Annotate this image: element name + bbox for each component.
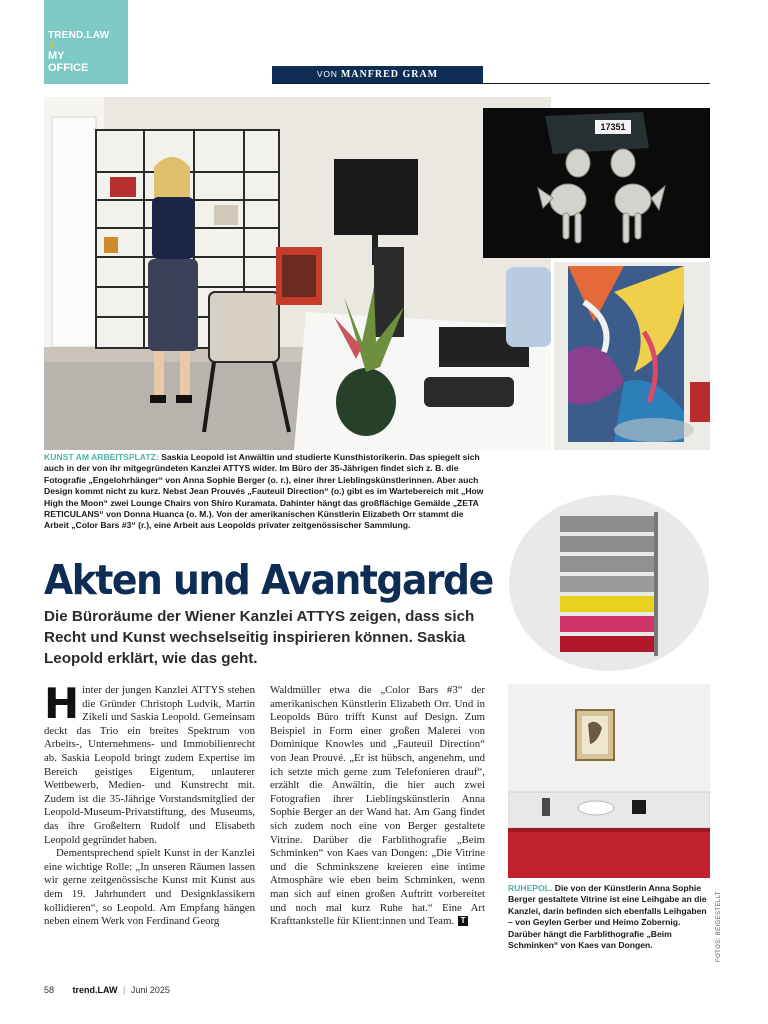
earrings-photo xyxy=(483,108,710,258)
body-paragraph-3 xyxy=(270,684,485,929)
photo-credit: FOTOS: BEIGESTELLT xyxy=(716,891,722,962)
page-number: 58 xyxy=(44,985,55,995)
footer-separator: | xyxy=(123,985,126,995)
color-bars-photo xyxy=(508,494,710,672)
author-rule xyxy=(272,83,710,84)
dropcap: H xyxy=(44,679,80,728)
photo-caption xyxy=(44,452,484,532)
body-paragraph-3-text: Waldmüller etwa die „Color Bars #3“ der amerikanischen Künstlerin Elizabeth Orr. Und in Leopolds Büro trifft Kunst auf Design. Zum Beispiel in Form einer großen Malerei von Dominique Knowles und „Fauteuil Direction“ von Jean Prouvé. „Er ist hübsch, angenehm, und ich setzte mich gerne zum Telefonieren drauf“, erzählt die Anwältin, die hier auch zwei Fotografien ihrer Lieblingskünstlerin Anna Sophie Berger an der Wand hat. Am Gang findet sich zudem noch eine von Berger gestaltete Vitrine. Darüber die Farblithografie „Beim Schminken“ von Kaes van Dongen: „Die Vitrine und die Schminkszene kreieren eine intime Atmosphäre wie eben beim Schminken, wenn man sich auf einen großen Auftritt vorbereitet und noch mal kurz Ruhe hat.“ Eine Art Krafttankstelle für Klient:innen und Team. xyxy=(270,684,485,928)
vitrine-caption-lead: RUHEPOL. xyxy=(508,883,553,893)
article-headline: Akten und Avantgarde xyxy=(44,556,493,604)
end-mark-icon: T xyxy=(458,916,468,926)
author-prefix: VON xyxy=(316,69,338,79)
body-paragraph-1 xyxy=(44,679,255,847)
body-column-2 xyxy=(270,684,485,929)
section-tag xyxy=(44,0,128,84)
caption-lead: KUNST AM ARBEITSPLATZ: xyxy=(44,452,159,462)
section-tag-line3: OFFICE xyxy=(48,62,89,74)
vitrine-caption xyxy=(508,883,710,951)
magazine-name: trend.LAW xyxy=(72,985,118,995)
body-paragraph-2: Dementsprechend spielt Kunst in der Kanzlei eine wichtige Rolle: „In unseren Räumen lassen wir gerne zeitgenössische Kunst mit Kunst aus dem 19. Jahrhundert und Designklassikern kollidieren“, so Leopold. Am Empfang hängen neben einem Werk von Ferdinand Georg xyxy=(44,847,255,928)
article-subhead: Die Büroräume der Wiener Kanzlei ATTYS zeigen, dass sich Recht und Kunst wechselseitig inspirieren können. Saskia Leopold erklärt, wie das geht. xyxy=(44,608,475,667)
earring-tag-number: 17351 xyxy=(600,122,626,132)
section-tag-top: TREND.LAW xyxy=(48,30,110,41)
author-name: MANFRED GRAM xyxy=(340,69,439,80)
body-paragraph-1-text: inter der jungen Kanzlei ATTYS stehen die Gründer Christoph Ludvik, Martin Zikeli und Saskia Leopold. Gemeinsam deckt das Trio ein breites Spektrum von Arbeits-, Unternehmens- und Immobilienrecht ab. Saskia Leopold bringt zudem Expertise im Bereich geistiges Eigentum, unlauterer Wettbewerb, Medien- und Kunstrecht mit. Zudem ist die 35-Jährige Vorstandsmitglied der Leopold-Museum-Privatstiftung, des Museums, das ihre Großeltern Rudolf und Elisabeth Leopold gegründet haben. xyxy=(44,684,255,846)
page-footer xyxy=(44,985,170,995)
body-column-1 xyxy=(44,679,255,929)
section-tag-line2: MY xyxy=(48,50,65,62)
painting-photo xyxy=(554,262,710,450)
issue-date: Juni 2025 xyxy=(130,985,170,995)
arrow-down-icon: ↓ xyxy=(48,40,56,50)
office-photo xyxy=(44,97,551,450)
vitrine-photo xyxy=(508,684,710,878)
caption-text: Saskia Leopold ist Anwältin und studierte Kunsthistorikerin. Das spiegelt sich auch in der von ihr mitgegründeten Kanzlei ATTYS wider. Im Büro der 35-Jährigen findet sich z. B. die Fotografie „Engelohrhänger“ von Anna Sophie Berger (o. r.), einer ihrer Lieblingskünstlerinnen. Aber auch Design kommt nicht zu kurz. Nebst Jean Prouvés „Fauteuil Direction“ (o.) gibt es im Wartebereich mit „How High the Moon“ zwei Lounge Chairs von Shiro Kuramata. Dahinter hängt das großflächige Gemälde „ZETA RETICULANS“ von Donna Huanca (o. M.). Von der amerikanischen Künstlerin Elizabeth Orr stammt die Arbeit „Color Bars #3“ (r.), eine Arbeit aus Leopolds privater zeitgenössischer Sammlung. xyxy=(44,452,484,531)
vitrine-caption-text: Die von der Künstlerin Anna Sophie Berger gestaltete Vitrine ist eine Leihgabe an die Kanzlei, darin befinden sich ebenfalls Leihgaben – von Geylen Gerber und Heimo Zobernig. Darüber hängt die Farblithografie „Beim Schminken“ von Kaes van Dongen. xyxy=(508,883,707,951)
author-bar xyxy=(272,66,483,83)
